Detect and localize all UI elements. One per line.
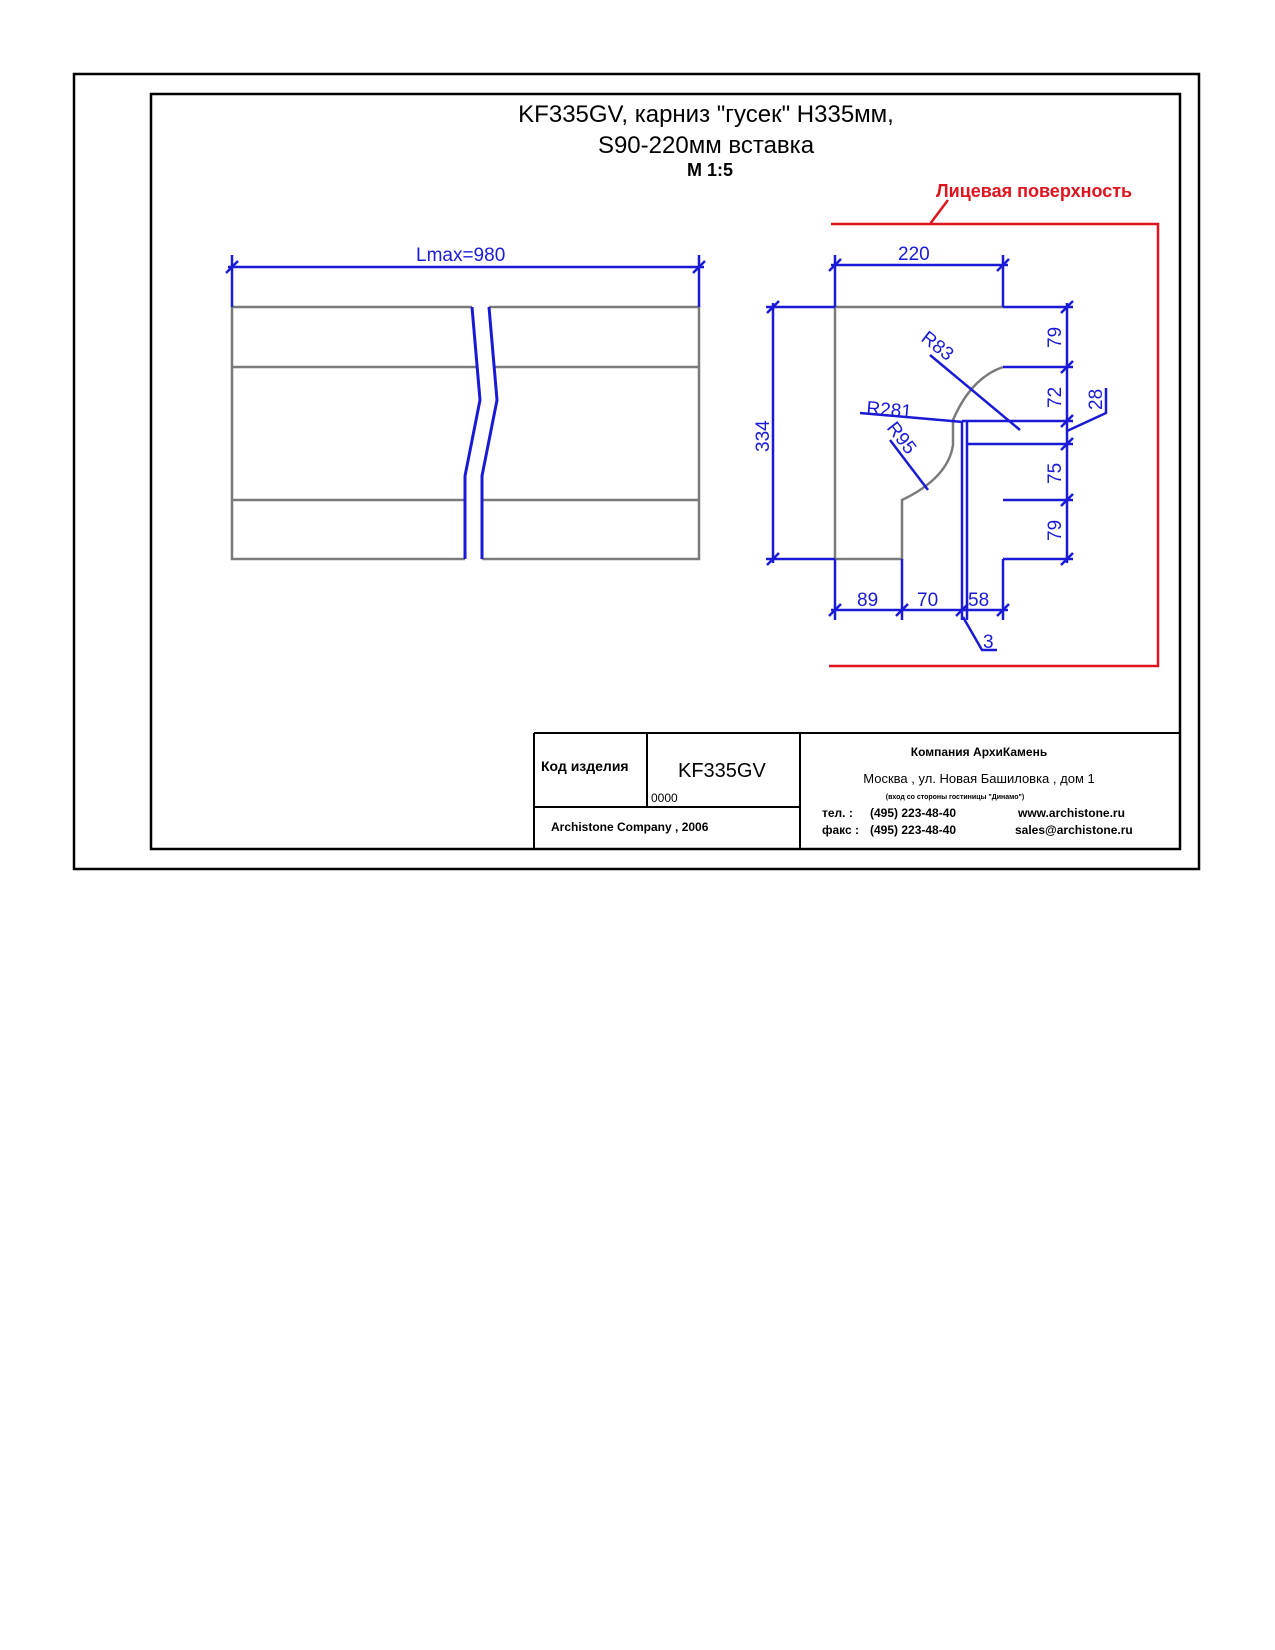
dim-334: 334 <box>753 420 774 452</box>
drawing-scale: М 1:5 <box>686 160 734 180</box>
email-link[interactable]: sales@archistone.ru <box>1015 823 1133 837</box>
dim-89: 89 <box>857 590 879 611</box>
profile-view <box>753 181 1158 666</box>
product-code-number: 0000 <box>651 791 678 805</box>
break-lines <box>465 307 497 559</box>
product-code-value: KF335GV <box>678 760 766 782</box>
product-code-label: Код изделия <box>541 758 629 774</box>
drawing-title-line2: S90-220мм вставка <box>597 132 815 159</box>
dim-70: 70 <box>917 590 939 611</box>
copyright-text: Archistone Company , 2006 <box>551 820 709 834</box>
inner-frame <box>151 94 1180 849</box>
face-surface-leader <box>930 200 948 224</box>
length-label: Lmax=980 <box>416 245 506 266</box>
dim-79-top: 79 <box>1045 326 1066 348</box>
dim-3: 3 <box>983 632 994 653</box>
radius-95: R95 <box>882 418 921 459</box>
tel-label: тел. : <box>822 806 853 820</box>
radius-281: R281 <box>865 398 913 423</box>
tel-value: (495) 223-48-40 <box>870 806 957 820</box>
company-name: Компания АрхиКамень <box>910 745 1048 759</box>
drawing-title-line1: KF335GV, карниз "гусек" H335мм, <box>518 101 894 128</box>
dim-58: 58 <box>968 590 990 611</box>
company-address: Москва , ул. Новая Башиловка , дом 1 <box>863 771 1095 786</box>
dim-75: 75 <box>1045 462 1066 484</box>
fax-label: факс : <box>822 823 860 837</box>
company-address-note: (вход со стороны гостиницы "Динамо") <box>885 794 1025 801</box>
website-link[interactable]: www.archistone.ru <box>1018 806 1125 820</box>
face-surface-label: Лицевая поверхность <box>936 181 1133 201</box>
dim-28: 28 <box>1086 388 1107 410</box>
radius-83: R83 <box>916 327 958 366</box>
dim-220: 220 <box>898 244 930 265</box>
front-view <box>226 245 705 559</box>
dim-72: 72 <box>1045 386 1066 408</box>
dim-79-bottom: 79 <box>1045 519 1066 541</box>
title-block <box>534 733 1180 849</box>
fax-value: (495) 223-48-40 <box>870 823 957 837</box>
